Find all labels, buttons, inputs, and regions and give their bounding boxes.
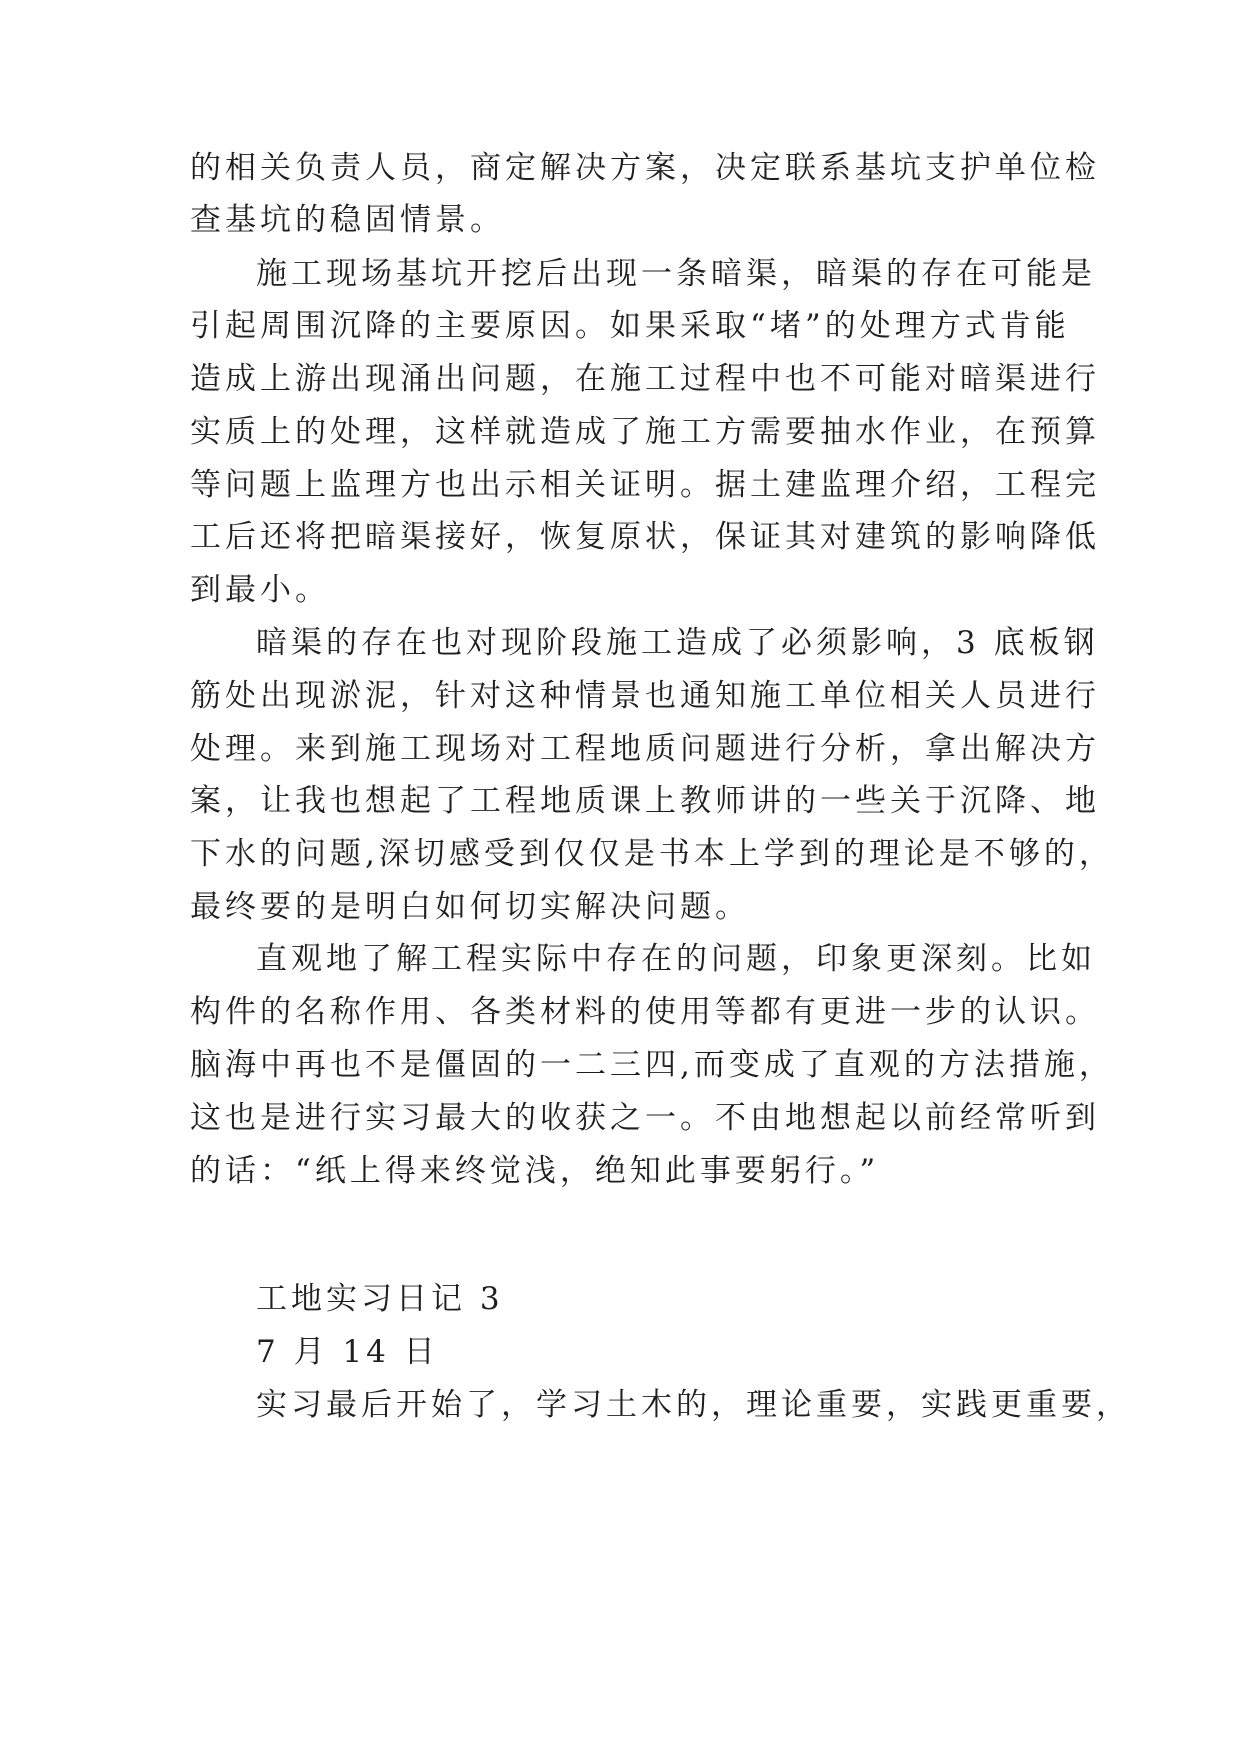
text-line: 最终要的是明白如何切实解决问题。 <box>190 889 750 925</box>
paragraph-first-line: 直观地了解工程实际中存在的问题，印象更深刻。比如 <box>256 941 1096 977</box>
text-line: 造成上游出现涌出问题，在施工过程中也不可能对暗渠进行 <box>190 361 1100 397</box>
text-line: 下水的问题,深切感受到仅仅是书本上学到的理论是不够的， <box>190 836 1114 872</box>
text-line: 脑海中再也不是僵固的一二三四,而变成了直观的方法措施， <box>190 1047 1114 1083</box>
text-line: 实质上的处理，这样就造成了施工方需要抽水作业，在预算 <box>190 414 1100 450</box>
text-line: 等问题上监理方也出示相关证明。据土建监理介绍，工程完 <box>190 467 1100 503</box>
text-line: 构件的名称作用、各类材料的使用等都有更进一步的认识。 <box>190 994 1100 1030</box>
section-title: 工地实习日记 3 <box>256 1281 504 1317</box>
text-line: 工后还将把暗渠接好，恢复原状，保证其对建筑的影响降低 <box>190 519 1100 555</box>
paragraph-first-line: 暗渠的存在也对现阶段施工造成了必须影响，3 底板钢 <box>256 625 1099 661</box>
paragraph-first-line: 实习最后开始了，学习土木的，理论重要，实践更重要， <box>256 1387 1131 1423</box>
text-line: 查基坑的稳固情景。 <box>190 202 505 238</box>
diary-date: 7 月 14 日 <box>256 1334 439 1370</box>
text-line: 的话：“纸上得来终觉浅，绝知此事要躬行。” <box>190 1153 880 1189</box>
text-line: 处理。来到施工现场对工程地质问题进行分析，拿出解决方 <box>190 731 1100 767</box>
text-line: 这也是进行实习最大的收获之一。不由地想起以前经常听到 <box>190 1100 1100 1136</box>
text-line: 筋处出现淤泥，针对这种情景也通知施工单位相关人员进行 <box>190 678 1100 714</box>
paragraph-first-line: 施工现场基坑开挖后出现一条暗渠，暗渠的存在可能是 <box>256 256 1096 292</box>
text-line: 引起周围沉降的主要原因。如果采取“堵”的处理方式肯能 <box>190 308 1070 344</box>
text-line: 到最小。 <box>190 572 330 608</box>
text-line: 的相关负责人员，商定解决方案，决定联系基坑支护单位检 <box>190 150 1100 186</box>
text-line: 案，让我也想起了工程地质课上教师讲的一些关于沉降、地 <box>190 783 1100 819</box>
